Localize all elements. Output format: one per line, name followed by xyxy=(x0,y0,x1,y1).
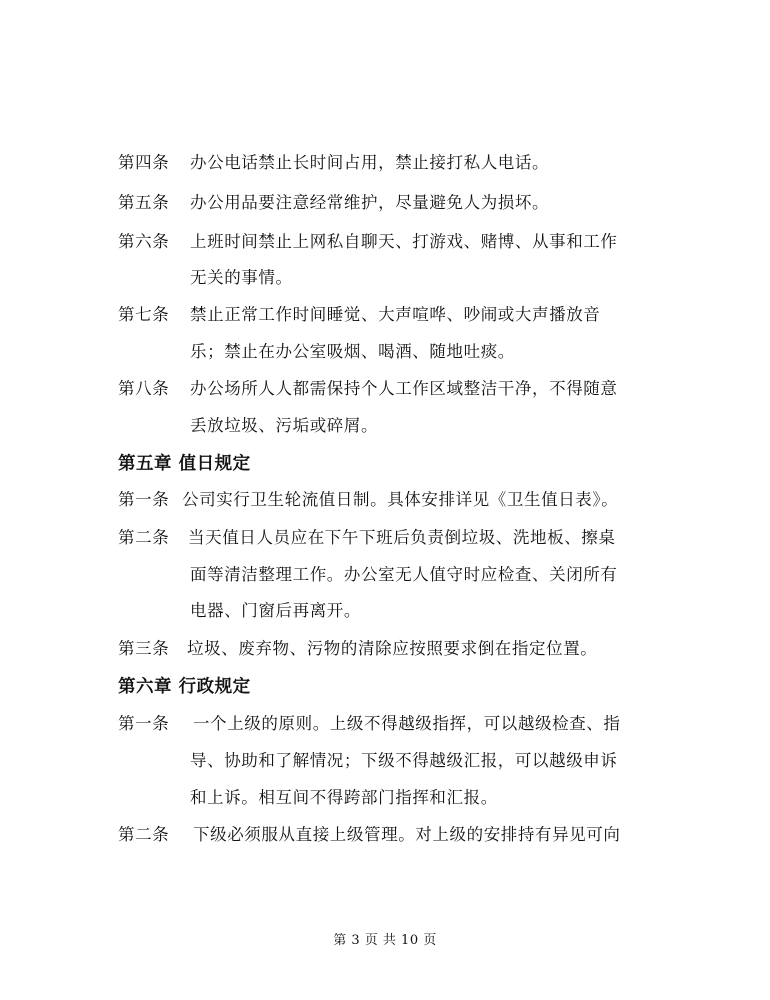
article-label: 第七条 xyxy=(118,305,170,324)
article-label: 第八条 xyxy=(118,379,170,398)
article-text-line: 公司实行卫生轮流值日制。具体安排详见《卫生值日表》。 xyxy=(182,490,619,509)
article-text-line: 下级必须服从直接上级管理。对上级的安排持有异见可向 xyxy=(193,825,621,844)
article-text-line: 一个上级的原则。上级不得越级指挥，可以越级检查、指 xyxy=(193,714,621,733)
article-text-line: 垃圾、废弃物、污物的清除应按照要求倒在指定位置。 xyxy=(187,639,598,658)
page-number-footer: 第 3 页 共 10 页 xyxy=(333,933,437,948)
article-label: 第四条 xyxy=(118,153,170,172)
article-text-line: 办公用品要注意经常维护，尽量避免人为损坏。 xyxy=(190,193,550,212)
article-text-line: 电器、门窗后再离开。 xyxy=(190,601,361,620)
article-text-line: 丢放垃圾、污垢或碎屑。 xyxy=(190,416,379,435)
article-label: 第二条 xyxy=(118,528,170,547)
chapter-5-heading: 第五章 值日规定 xyxy=(118,454,251,474)
article-label: 第一条 xyxy=(118,490,170,509)
article-text-line: 和上诉。相互间不得跨部门指挥和汇报。 xyxy=(190,788,498,807)
article-text-line: 办公电话禁止长时间占用，禁止接打私人电话。 xyxy=(190,153,550,172)
article-text-line: 禁止正常工作时间睡觉、大声喧哗、吵闹或大声播放音 xyxy=(190,305,601,324)
article-text-line: 导、协助和了解情况；下级不得越级汇报，可以越级申诉 xyxy=(190,751,618,770)
article-text-line: 无关的事情。 xyxy=(190,268,293,287)
article-label: 第六条 xyxy=(118,232,170,251)
article-text-line: 面等清洁整理工作。办公室无人值守时应检查、关闭所有 xyxy=(190,565,618,584)
article-label: 第五条 xyxy=(118,193,170,212)
article-text-line: 办公场所人人都需保持个人工作区域整洁干净，不得随意 xyxy=(190,379,618,398)
article-label: 第三条 xyxy=(118,639,170,658)
article-label: 第二条 xyxy=(118,825,170,844)
article-text-line: 上班时间禁止上网私自聊天、打游戏、赌博、从事和工作 xyxy=(190,232,618,251)
article-label: 第一条 xyxy=(118,714,170,733)
article-text-line: 当天值日人员应在下午下班后负责倒垃圾、洗地板、擦桌 xyxy=(188,528,616,547)
chapter-6-heading: 第六章 行政规定 xyxy=(118,677,251,697)
article-text-line: 乐；禁止在办公室吸烟、喝酒、随地吐痰。 xyxy=(190,342,515,361)
